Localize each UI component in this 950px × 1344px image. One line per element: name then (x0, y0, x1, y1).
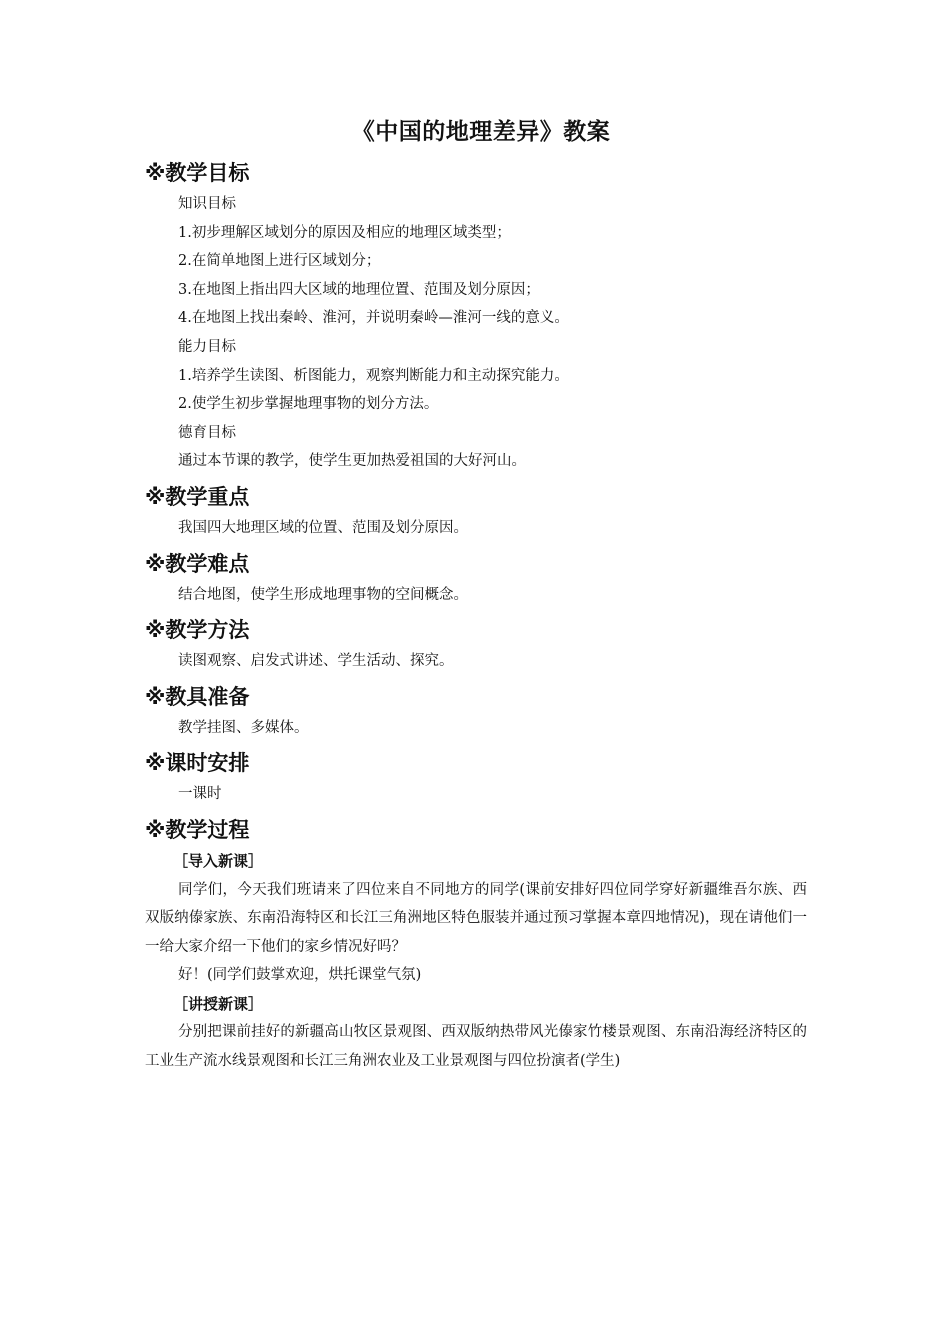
section-heading-methods: ※教学方法 (145, 618, 250, 643)
difficulties-text: 结合地图，使学生形成地理事物的空间概念。 (178, 586, 468, 603)
objective-line: 3.在地图上指出四大区域的地理位置、范围及划分原因； (178, 281, 540, 298)
section-heading-process: ※教学过程 (145, 817, 250, 842)
schedule-text: 一课时 (178, 786, 222, 803)
teaching-paragraph: 分别把课前挂好的新疆高山牧区景观图、西双版纳热带风光傣家竹楼景观图、东南沿海经济特区的工业生产流水线景观图和长江三角洲农业及工业景观图与四位扮演者(学生) (145, 1024, 807, 1070)
methods-text: 读图观察、启发式讲述、学生活动、探究。 (178, 653, 454, 670)
materials-text: 教学挂图、多媒体。 (178, 719, 309, 736)
objective-line: 2.在简单地图上进行区域划分； (178, 253, 381, 270)
objective-moral-label: 德育目标 (178, 424, 236, 441)
objective-line: 1.培养学生读图、析图能力，观察判断能力和主动探究能力。 (178, 367, 569, 384)
section-heading-materials: ※教具准备 (145, 684, 250, 709)
subsection-intro-label: ［导入新课］ (173, 851, 264, 870)
section-heading-difficulties: ※教学难点 (145, 551, 250, 576)
section-heading-schedule: ※课时安排 (145, 751, 250, 776)
objective-line: 1.初步理解区域划分的原因及相应的地理区域类型； (178, 224, 511, 241)
key-points-text: 我国四大地理区域的位置、范围及划分原因。 (178, 519, 468, 536)
objective-ability-label: 能力目标 (178, 338, 236, 355)
objective-line: 2.使学生初步掌握地理事物的划分方法。 (178, 396, 439, 413)
objective-line: 通过本节课的教学，使学生更加热爱祖国的大好河山。 (178, 453, 526, 470)
subsection-teaching-label: ［讲授新课］ (173, 994, 264, 1013)
document-title: 《中国的地理差异》教案 (351, 119, 611, 145)
document-page (145, 112, 807, 1076)
section-heading-objectives: ※教学目标 (145, 161, 250, 185)
objective-line: 4.在地图上找出秦岭、淮河，并说明秦岭—淮河一线的意义。 (178, 310, 569, 327)
objective-knowledge-label: 知识目标 (178, 196, 236, 212)
intro-paragraph: 同学们，今天我们班请来了四位来自不同地方的同学(课前安排好四位同学穿好新疆维吾尔族、西双版纳傣家族、东南沿海特区和长江三角洲地区特色服装并通过预习掌握本章四地情况)，现在请他们一一给大家介绍一下他们的家乡情况好吗？ (145, 881, 807, 955)
section-heading-key-points: ※教学重点 (145, 484, 250, 509)
intro-paragraph: 好！(同学们鼓掌欢迎，烘托课堂气氛) (178, 967, 422, 984)
